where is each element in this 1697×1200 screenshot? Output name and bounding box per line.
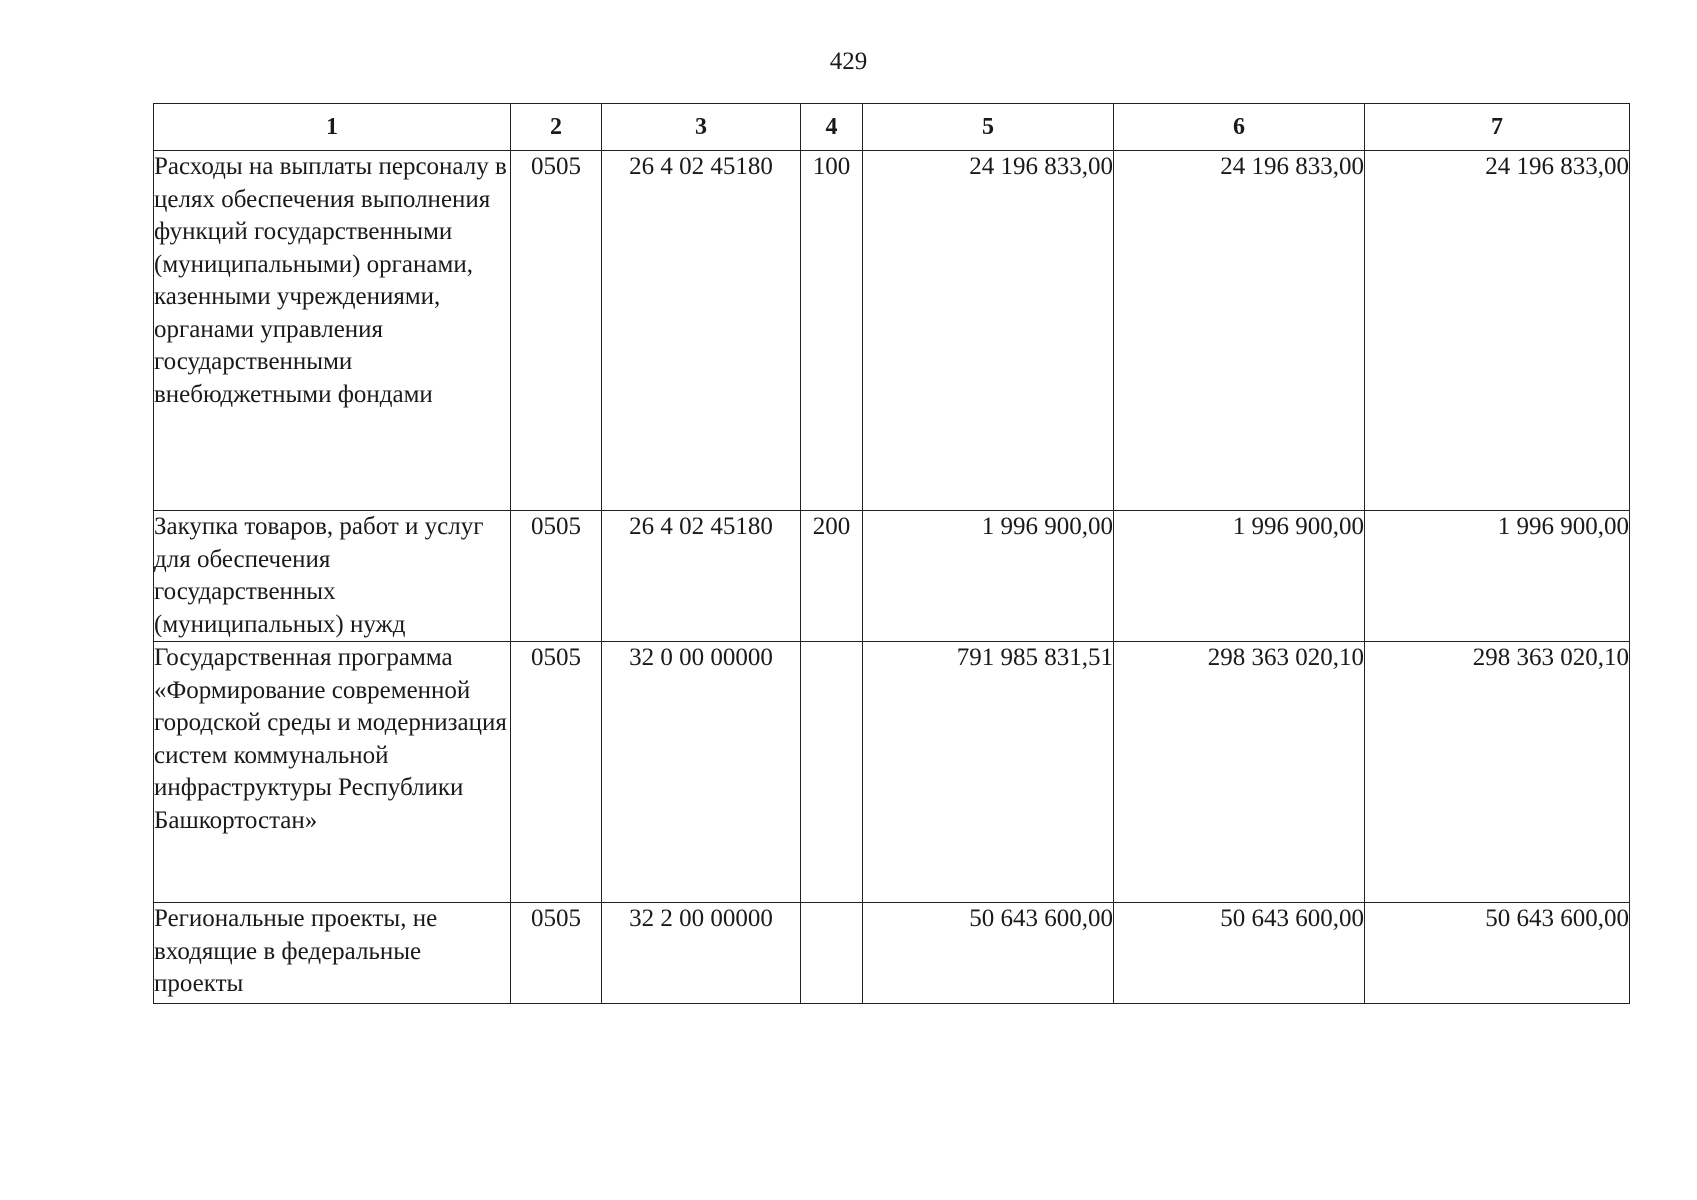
row-expense-type bbox=[801, 642, 863, 903]
row-target-article: 32 2 00 00000 bbox=[602, 903, 801, 1004]
row-amount-3: 24 196 833,00 bbox=[1365, 151, 1630, 511]
row-amount-2: 1 996 900,00 bbox=[1114, 511, 1365, 642]
row-section: 0505 bbox=[511, 903, 602, 1004]
page-number: 429 bbox=[829, 48, 868, 75]
row-name: Расходы на выплаты персоналу в целях обеспечения выполнения функций государственными (муниципальными) органами, казенными учреждениями, органами управления государственными внебюджетными фондами bbox=[154, 151, 511, 511]
row-amount-3: 1 996 900,00 bbox=[1365, 511, 1630, 642]
row-expense-type: 200 bbox=[801, 511, 863, 642]
header-col-3: 3 bbox=[602, 104, 801, 151]
row-amount-1: 50 643 600,00 bbox=[863, 903, 1114, 1004]
table-row bbox=[154, 903, 1630, 1004]
row-expense-type: 100 bbox=[801, 151, 863, 511]
row-expense-type bbox=[801, 903, 863, 1004]
row-section: 0505 bbox=[511, 511, 602, 642]
header-col-2: 2 bbox=[511, 104, 602, 151]
row-name: Закупка товаров, работ и услуг для обеспечения государственных (муниципальных) нужд bbox=[154, 511, 511, 642]
row-amount-1: 791 985 831,51 bbox=[863, 642, 1114, 903]
row-amount-3: 298 363 020,10 bbox=[1365, 642, 1630, 903]
row-target-article: 26 4 02 45180 bbox=[602, 511, 801, 642]
row-section: 0505 bbox=[511, 151, 602, 511]
row-amount-1: 24 196 833,00 bbox=[863, 151, 1114, 511]
budget-table bbox=[153, 103, 1630, 1004]
table-row bbox=[154, 151, 1630, 511]
row-target-article: 32 0 00 00000 bbox=[602, 642, 801, 903]
table-row bbox=[154, 642, 1630, 903]
row-section: 0505 bbox=[511, 642, 602, 903]
header-row bbox=[154, 104, 1630, 151]
row-target-article: 26 4 02 45180 bbox=[602, 151, 801, 511]
header-col-7: 7 bbox=[1365, 104, 1630, 151]
header-col-4: 4 bbox=[801, 104, 863, 151]
row-amount-3: 50 643 600,00 bbox=[1365, 903, 1630, 1004]
header-col-1: 1 bbox=[154, 104, 511, 151]
row-name: Региональные проекты, не входящие в федеральные проекты bbox=[154, 903, 511, 1004]
row-name: Государственная программа «Формирование современной городской среды и модернизация систем коммунальной инфраструктуры Республики Башкортостан» bbox=[154, 642, 511, 903]
row-amount-2: 24 196 833,00 bbox=[1114, 151, 1365, 511]
header-col-5: 5 bbox=[863, 104, 1114, 151]
row-amount-1: 1 996 900,00 bbox=[863, 511, 1114, 642]
table-row bbox=[154, 511, 1630, 642]
header-col-6: 6 bbox=[1114, 104, 1365, 151]
row-amount-2: 298 363 020,10 bbox=[1114, 642, 1365, 903]
row-amount-2: 50 643 600,00 bbox=[1114, 903, 1365, 1004]
